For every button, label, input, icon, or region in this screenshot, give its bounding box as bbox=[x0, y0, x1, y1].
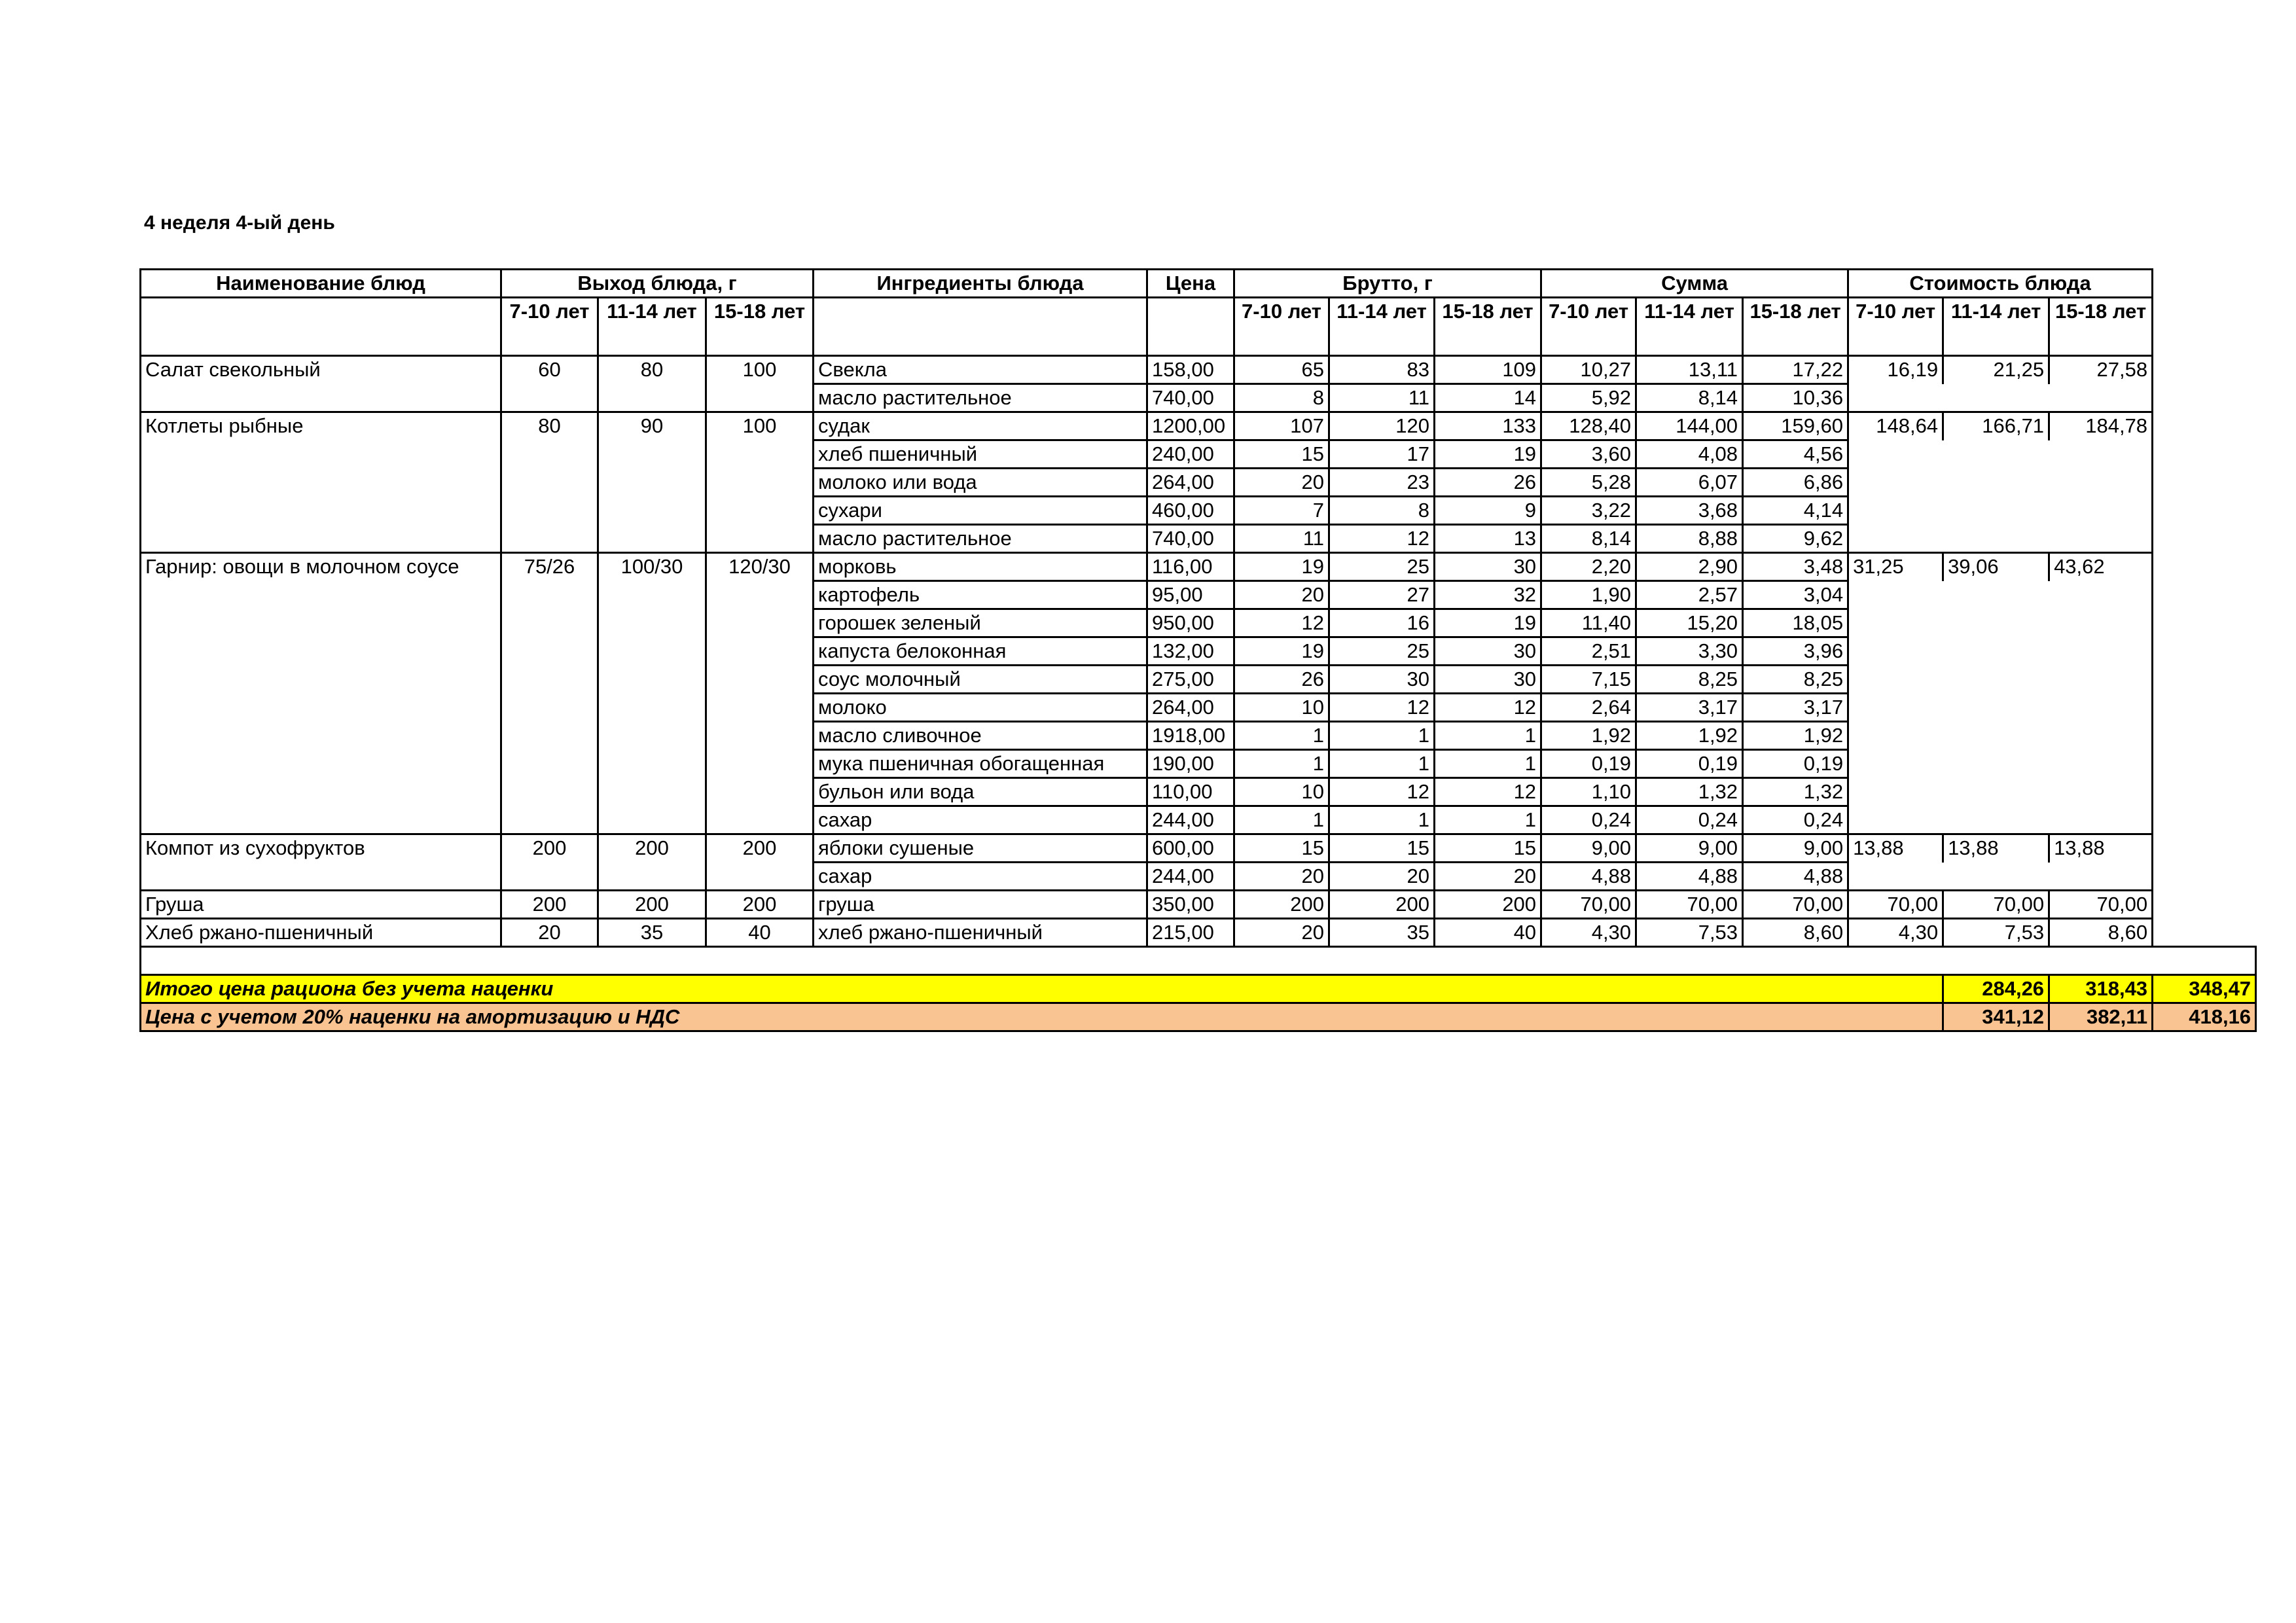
header-row-groups bbox=[141, 270, 2256, 298]
ingredient-price: 132,00 bbox=[1147, 637, 1234, 666]
dish-yield: 80 bbox=[501, 412, 598, 553]
ingredient-sum: 3,68 bbox=[1636, 497, 1743, 525]
dish-yield: 120/30 bbox=[706, 553, 814, 834]
ingredient-gross: 26 bbox=[1234, 666, 1329, 694]
ingredient-sum: 144,00 bbox=[1636, 412, 1743, 440]
ingredient-sum: 15,20 bbox=[1636, 609, 1743, 637]
ingredient-name: масло растительное bbox=[814, 525, 1147, 553]
ingredient-price: 110,00 bbox=[1147, 778, 1234, 806]
dish-yield: 200 bbox=[706, 834, 814, 891]
ingredient-gross: 12 bbox=[1329, 778, 1435, 806]
dish-cost: 4,30 bbox=[1848, 919, 1943, 947]
dish-cost: 21,25 bbox=[1943, 356, 2049, 384]
dish-yield: 80 bbox=[598, 356, 706, 412]
ingredient-gross: 200 bbox=[1435, 891, 1541, 919]
header-yield: Выход блюда, г bbox=[501, 270, 814, 298]
ingredient-gross: 12 bbox=[1329, 694, 1435, 722]
ingredient-sum: 3,48 bbox=[1743, 553, 1848, 581]
ingredient-gross: 8 bbox=[1329, 497, 1435, 525]
dish-yield: 20 bbox=[501, 919, 598, 947]
header-blank bbox=[1147, 298, 1234, 356]
ingredient-gross: 26 bbox=[1435, 469, 1541, 497]
ingredient-sum: 4,88 bbox=[1541, 863, 1636, 891]
ingredient-price: 240,00 bbox=[1147, 440, 1234, 469]
ingredient-sum: 70,00 bbox=[1541, 891, 1636, 919]
ingredient-name: мука пшеничная обогащенная bbox=[814, 750, 1147, 778]
ingredient-price: 460,00 bbox=[1147, 497, 1234, 525]
dish-cost: 70,00 bbox=[2049, 891, 2153, 919]
ingredient-price: 264,00 bbox=[1147, 694, 1234, 722]
ingredient-sum: 10,36 bbox=[1743, 384, 1848, 412]
ingredient-sum: 1,32 bbox=[1636, 778, 1743, 806]
ingredient-sum: 1,32 bbox=[1743, 778, 1848, 806]
header-row-ages bbox=[141, 298, 2256, 356]
ingredient-sum: 4,30 bbox=[1541, 919, 1636, 947]
ingredient-sum: 8,88 bbox=[1636, 525, 1743, 553]
ingredient-sum: 2,64 bbox=[1541, 694, 1636, 722]
ingredient-name: хлеб пшеничный bbox=[814, 440, 1147, 469]
ingredient-sum: 13,11 bbox=[1636, 356, 1743, 384]
dish-cost-blank bbox=[1848, 581, 2153, 834]
ingredient-price: 950,00 bbox=[1147, 609, 1234, 637]
dish-yield: 200 bbox=[598, 834, 706, 891]
dish-yield: 40 bbox=[706, 919, 814, 947]
dish-name: Компот из сухофруктов bbox=[141, 834, 501, 891]
ingredient-sum: 4,88 bbox=[1636, 863, 1743, 891]
table-row bbox=[141, 356, 2256, 384]
ingredient-gross: 9 bbox=[1435, 497, 1541, 525]
dish-cost: 16,19 bbox=[1848, 356, 1943, 384]
ingredient-sum: 3,17 bbox=[1743, 694, 1848, 722]
table-row bbox=[141, 919, 2256, 947]
dish-name: Хлеб ржано-пшеничный bbox=[141, 919, 501, 947]
dish-cost: 39,06 bbox=[1943, 553, 2049, 581]
ingredient-gross: 14 bbox=[1435, 384, 1541, 412]
ingredient-name: груша bbox=[814, 891, 1147, 919]
total-value: 341,12 bbox=[1943, 1003, 2049, 1031]
total-row bbox=[141, 1003, 2256, 1031]
ingredient-price: 1918,00 bbox=[1147, 722, 1234, 750]
dish-cost: 13,88 bbox=[1943, 834, 2049, 863]
ingredient-gross: 25 bbox=[1329, 553, 1435, 581]
ingredient-gross: 20 bbox=[1234, 919, 1329, 947]
ingredient-name: бульон или вода bbox=[814, 778, 1147, 806]
ingredient-gross: 120 bbox=[1329, 412, 1435, 440]
dish-cost: 148,64 bbox=[1848, 412, 1943, 440]
ingredient-sum: 5,28 bbox=[1541, 469, 1636, 497]
ingredient-sum: 4,56 bbox=[1743, 440, 1848, 469]
header-ingredients: Ингредиенты блюда bbox=[814, 270, 1147, 298]
ingredient-sum: 8,25 bbox=[1743, 666, 1848, 694]
ingredient-sum: 128,40 bbox=[1541, 412, 1636, 440]
ingredient-sum: 0,19 bbox=[1743, 750, 1848, 778]
ingredient-gross: 12 bbox=[1234, 609, 1329, 637]
ingredient-sum: 0,24 bbox=[1636, 806, 1743, 834]
dish-cost: 31,25 bbox=[1848, 553, 1943, 581]
ingredient-sum: 6,86 bbox=[1743, 469, 1848, 497]
ingredient-sum: 9,00 bbox=[1743, 834, 1848, 863]
ingredient-price: 264,00 bbox=[1147, 469, 1234, 497]
ingredient-sum: 9,00 bbox=[1636, 834, 1743, 863]
dish-cost: 43,62 bbox=[2049, 553, 2153, 581]
ingredient-gross: 15 bbox=[1329, 834, 1435, 863]
dish-cost: 184,78 bbox=[2049, 412, 2153, 440]
ingredient-gross: 19 bbox=[1234, 553, 1329, 581]
ingredient-sum: 1,10 bbox=[1541, 778, 1636, 806]
ingredient-gross: 19 bbox=[1435, 440, 1541, 469]
ingredient-name: молоко bbox=[814, 694, 1147, 722]
ingredient-gross: 1 bbox=[1329, 806, 1435, 834]
ingredient-sum: 8,14 bbox=[1541, 525, 1636, 553]
ingredient-name: хлеб ржано-пшеничный bbox=[814, 919, 1147, 947]
dish-name: Котлеты рыбные bbox=[141, 412, 501, 553]
ingredient-sum: 8,60 bbox=[1743, 919, 1848, 947]
ingredient-gross: 83 bbox=[1329, 356, 1435, 384]
dish-cost-blank bbox=[1848, 440, 2153, 553]
ingredient-price: 244,00 bbox=[1147, 863, 1234, 891]
ingredient-sum: 2,51 bbox=[1541, 637, 1636, 666]
table-row bbox=[141, 553, 2256, 581]
ingredient-sum: 9,00 bbox=[1541, 834, 1636, 863]
dish-yield: 60 bbox=[501, 356, 598, 412]
ingredient-gross: 1 bbox=[1435, 722, 1541, 750]
header-age: 7-10 лет bbox=[1848, 298, 1943, 356]
dish-name: Салат свекольный bbox=[141, 356, 501, 412]
ingredient-gross: 1 bbox=[1435, 806, 1541, 834]
ingredient-gross: 1 bbox=[1234, 806, 1329, 834]
ingredient-name: сахар bbox=[814, 806, 1147, 834]
table-body bbox=[141, 356, 2256, 1031]
header-age: 7-10 лет bbox=[1541, 298, 1636, 356]
ingredient-price: 244,00 bbox=[1147, 806, 1234, 834]
ingredient-gross: 20 bbox=[1435, 863, 1541, 891]
dish-yield: 75/26 bbox=[501, 553, 598, 834]
ingredient-name: молоко или вода bbox=[814, 469, 1147, 497]
ingredient-sum: 3,30 bbox=[1636, 637, 1743, 666]
dish-name: Груша bbox=[141, 891, 501, 919]
header-name: Наименование блюд bbox=[141, 270, 501, 298]
dish-cost: 7,53 bbox=[1943, 919, 2049, 947]
ingredient-gross: 35 bbox=[1329, 919, 1435, 947]
dish-cost: 70,00 bbox=[1943, 891, 2049, 919]
ingredient-gross: 20 bbox=[1234, 863, 1329, 891]
ingredient-gross: 1 bbox=[1234, 750, 1329, 778]
ingredient-gross: 32 bbox=[1435, 581, 1541, 609]
ingredient-sum: 70,00 bbox=[1743, 891, 1848, 919]
header-age: 15-18 лет bbox=[706, 298, 814, 356]
ingredient-sum: 1,92 bbox=[1636, 722, 1743, 750]
ingredient-sum: 0,19 bbox=[1636, 750, 1743, 778]
ingredient-gross: 11 bbox=[1329, 384, 1435, 412]
ingredient-sum: 1,92 bbox=[1541, 722, 1636, 750]
header-blank bbox=[814, 298, 1147, 356]
ingredient-name: масло сливочное bbox=[814, 722, 1147, 750]
ingredient-price: 350,00 bbox=[1147, 891, 1234, 919]
ingredient-gross: 40 bbox=[1435, 919, 1541, 947]
dish-cost-blank bbox=[1848, 863, 2153, 891]
ingredient-sum: 0,24 bbox=[1541, 806, 1636, 834]
ingredient-sum: 1,90 bbox=[1541, 581, 1636, 609]
ingredient-sum: 10,27 bbox=[1541, 356, 1636, 384]
ingredient-name: соус молочный bbox=[814, 666, 1147, 694]
ingredient-sum: 4,88 bbox=[1743, 863, 1848, 891]
ingredient-sum: 159,60 bbox=[1743, 412, 1848, 440]
ingredient-price: 275,00 bbox=[1147, 666, 1234, 694]
ingredient-sum: 4,08 bbox=[1636, 440, 1743, 469]
ingredient-sum: 70,00 bbox=[1636, 891, 1743, 919]
ingredient-gross: 20 bbox=[1234, 469, 1329, 497]
ingredient-gross: 12 bbox=[1329, 525, 1435, 553]
table-row bbox=[141, 412, 2256, 440]
ingredient-name: Свекла bbox=[814, 356, 1147, 384]
ingredient-gross: 12 bbox=[1435, 694, 1541, 722]
table-row bbox=[141, 891, 2256, 919]
ingredient-gross: 1 bbox=[1329, 750, 1435, 778]
header-gross: Брутто, г bbox=[1234, 270, 1541, 298]
header-blank bbox=[141, 298, 501, 356]
menu-cost-table bbox=[139, 268, 2257, 1032]
dish-cost: 13,88 bbox=[2049, 834, 2153, 863]
ingredient-gross: 30 bbox=[1435, 666, 1541, 694]
ingredient-gross: 23 bbox=[1329, 469, 1435, 497]
dish-yield: 100/30 bbox=[598, 553, 706, 834]
header-age: 11-14 лет bbox=[598, 298, 706, 356]
ingredient-name: судак bbox=[814, 412, 1147, 440]
ingredient-gross: 19 bbox=[1234, 637, 1329, 666]
ingredient-price: 158,00 bbox=[1147, 356, 1234, 384]
dish-cost: 166,71 bbox=[1943, 412, 2049, 440]
ingredient-price: 95,00 bbox=[1147, 581, 1234, 609]
ingredient-price: 215,00 bbox=[1147, 919, 1234, 947]
header-age: 15-18 лет bbox=[1435, 298, 1541, 356]
dish-cost-blank bbox=[1848, 384, 2153, 412]
dish-cost: 27,58 bbox=[2049, 356, 2153, 384]
ingredient-gross: 8 bbox=[1234, 384, 1329, 412]
header-age: 7-10 лет bbox=[1234, 298, 1329, 356]
header-age: 15-18 лет bbox=[1743, 298, 1848, 356]
dish-yield: 100 bbox=[706, 412, 814, 553]
spacer-row bbox=[141, 947, 2256, 975]
header-cost: Стоимость блюда bbox=[1848, 270, 2153, 298]
ingredient-sum: 3,17 bbox=[1636, 694, 1743, 722]
ingredient-sum: 7,15 bbox=[1541, 666, 1636, 694]
ingredient-gross: 200 bbox=[1234, 891, 1329, 919]
ingredient-name: масло растительное bbox=[814, 384, 1147, 412]
ingredient-price: 740,00 bbox=[1147, 384, 1234, 412]
ingredient-name: капуста белоконная bbox=[814, 637, 1147, 666]
total-value: 418,16 bbox=[2153, 1003, 2256, 1031]
dish-yield: 200 bbox=[598, 891, 706, 919]
ingredient-sum: 2,90 bbox=[1636, 553, 1743, 581]
ingredient-gross: 16 bbox=[1329, 609, 1435, 637]
ingredient-sum: 17,22 bbox=[1743, 356, 1848, 384]
ingredient-gross: 20 bbox=[1234, 581, 1329, 609]
ingredient-price: 600,00 bbox=[1147, 834, 1234, 863]
total-label: Итого цена рациона без учета наценки bbox=[141, 975, 1943, 1003]
ingredient-name: морковь bbox=[814, 553, 1147, 581]
ingredient-gross: 30 bbox=[1435, 637, 1541, 666]
ingredient-price: 740,00 bbox=[1147, 525, 1234, 553]
ingredient-gross: 15 bbox=[1435, 834, 1541, 863]
dish-yield: 200 bbox=[706, 891, 814, 919]
dish-yield: 35 bbox=[598, 919, 706, 947]
table-row bbox=[141, 834, 2256, 863]
header-sum: Сумма bbox=[1541, 270, 1848, 298]
ingredient-sum: 8,25 bbox=[1636, 666, 1743, 694]
header-age: 15-18 лет bbox=[2049, 298, 2153, 356]
header-age: 7-10 лет bbox=[501, 298, 598, 356]
ingredient-gross: 10 bbox=[1234, 778, 1329, 806]
ingredient-gross: 15 bbox=[1234, 834, 1329, 863]
ingredient-sum: 1,92 bbox=[1743, 722, 1848, 750]
ingredient-gross: 200 bbox=[1329, 891, 1435, 919]
ingredient-sum: 11,40 bbox=[1541, 609, 1636, 637]
ingredient-gross: 1 bbox=[1234, 722, 1329, 750]
ingredient-gross: 65 bbox=[1234, 356, 1329, 384]
header-price: Цена bbox=[1147, 270, 1234, 298]
ingredient-sum: 9,62 bbox=[1743, 525, 1848, 553]
ingredient-name: картофель bbox=[814, 581, 1147, 609]
total-label: Цена с учетом 20% наценки на амортизацию и НДС bbox=[141, 1003, 1943, 1031]
ingredient-gross: 30 bbox=[1435, 553, 1541, 581]
dish-cost: 8,60 bbox=[2049, 919, 2153, 947]
page-title: 4 неделя 4-ый день bbox=[144, 212, 335, 234]
header-age: 11-14 лет bbox=[1943, 298, 2049, 356]
ingredient-sum: 6,07 bbox=[1636, 469, 1743, 497]
dish-yield: 200 bbox=[501, 891, 598, 919]
ingredient-sum: 3,04 bbox=[1743, 581, 1848, 609]
ingredient-sum: 3,60 bbox=[1541, 440, 1636, 469]
ingredient-sum: 4,14 bbox=[1743, 497, 1848, 525]
ingredient-gross: 11 bbox=[1234, 525, 1329, 553]
ingredient-sum: 8,14 bbox=[1636, 384, 1743, 412]
ingredient-sum: 7,53 bbox=[1636, 919, 1743, 947]
dish-cost: 13,88 bbox=[1848, 834, 1943, 863]
ingredient-sum: 5,92 bbox=[1541, 384, 1636, 412]
ingredient-gross: 13 bbox=[1435, 525, 1541, 553]
total-row bbox=[141, 975, 2256, 1003]
ingredient-gross: 10 bbox=[1234, 694, 1329, 722]
ingredient-gross: 107 bbox=[1234, 412, 1329, 440]
dish-yield: 100 bbox=[706, 356, 814, 412]
ingredient-gross: 133 bbox=[1435, 412, 1541, 440]
ingredient-gross: 12 bbox=[1435, 778, 1541, 806]
ingredient-name: сухари bbox=[814, 497, 1147, 525]
ingredient-sum: 2,57 bbox=[1636, 581, 1743, 609]
total-value: 318,43 bbox=[2049, 975, 2153, 1003]
ingredient-price: 1200,00 bbox=[1147, 412, 1234, 440]
header-age: 11-14 лет bbox=[1636, 298, 1743, 356]
spacer-cell bbox=[141, 947, 2256, 975]
total-value: 348,47 bbox=[2153, 975, 2256, 1003]
dish-yield: 200 bbox=[501, 834, 598, 891]
ingredient-gross: 17 bbox=[1329, 440, 1435, 469]
ingredient-price: 116,00 bbox=[1147, 553, 1234, 581]
ingredient-sum: 2,20 bbox=[1541, 553, 1636, 581]
header-age: 11-14 лет bbox=[1329, 298, 1435, 356]
ingredient-sum: 0,24 bbox=[1743, 806, 1848, 834]
ingredient-gross: 1 bbox=[1435, 750, 1541, 778]
total-value: 382,11 bbox=[2049, 1003, 2153, 1031]
ingredient-gross: 30 bbox=[1329, 666, 1435, 694]
ingredient-gross: 27 bbox=[1329, 581, 1435, 609]
ingredient-name: горошек зеленый bbox=[814, 609, 1147, 637]
ingredient-price: 190,00 bbox=[1147, 750, 1234, 778]
ingredient-gross: 7 bbox=[1234, 497, 1329, 525]
dish-cost: 70,00 bbox=[1848, 891, 1943, 919]
ingredient-name: сахар bbox=[814, 863, 1147, 891]
ingredient-gross: 1 bbox=[1329, 722, 1435, 750]
ingredient-sum: 18,05 bbox=[1743, 609, 1848, 637]
dish-yield: 90 bbox=[598, 412, 706, 553]
ingredient-name: яблоки сушеные bbox=[814, 834, 1147, 863]
total-value: 284,26 bbox=[1943, 975, 2049, 1003]
ingredient-sum: 0,19 bbox=[1541, 750, 1636, 778]
ingredient-gross: 19 bbox=[1435, 609, 1541, 637]
ingredient-gross: 25 bbox=[1329, 637, 1435, 666]
ingredient-sum: 3,96 bbox=[1743, 637, 1848, 666]
ingredient-gross: 20 bbox=[1329, 863, 1435, 891]
ingredient-gross: 15 bbox=[1234, 440, 1329, 469]
ingredient-sum: 3,22 bbox=[1541, 497, 1636, 525]
ingredient-gross: 109 bbox=[1435, 356, 1541, 384]
dish-name: Гарнир: овощи в молочном соусе bbox=[141, 553, 501, 834]
